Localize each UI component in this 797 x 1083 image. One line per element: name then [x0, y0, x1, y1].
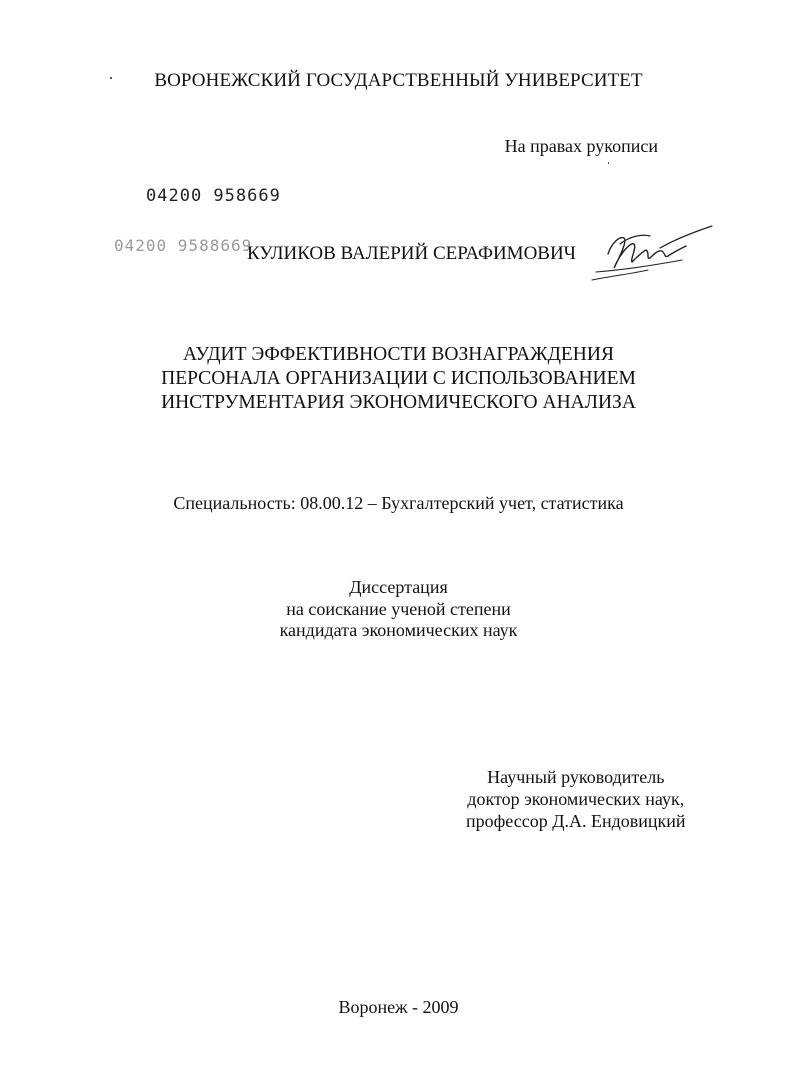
author-name: КУЛИКОВ ВАЛЕРИЙ СЕРАФИМОВИЧ — [247, 243, 577, 264]
city-year: Воронеж - 2009 — [338, 997, 459, 1017]
title-line: ИНСТРУМЕНТАРИЯ ЭКОНОМИЧЕСКОГО АНАЛИЗА — [161, 392, 636, 413]
degree-line: Диссертация — [349, 577, 448, 597]
degree-line: кандидата экономических наук — [279, 620, 518, 640]
title-line: ПЕРСОНАЛА ОРГАНИЗАЦИИ С ИСПОЛЬЗОВАНИЕМ — [161, 368, 636, 389]
rights-note: На правах рукописи — [504, 136, 658, 156]
signature-icon — [590, 224, 715, 284]
title-line: АУДИТ ЭФФЕКТИВНОСТИ ВОЗНАГРАЖДЕНИЯ — [183, 344, 614, 365]
supervisor-line: Научный руководитель — [487, 767, 665, 787]
supervisor-line: профессор Д.А. Ендовицкий — [466, 811, 686, 831]
supervisor-line: доктор экономических наук, — [467, 789, 685, 809]
university-name: ВОРОНЕЖСКИЙ ГОСУДАРСТВЕННЫЙ УНИВЕРСИТЕТ — [154, 70, 643, 91]
scan-speck — [608, 162, 609, 164]
degree-statement — [0, 577, 797, 642]
faded-registration-stamp: 04200 9588669 — [114, 236, 253, 255]
dissertation-title — [0, 343, 797, 415]
supervisor-info — [466, 766, 686, 832]
specialty: Специальность: 08.00.12 – Бухгалтерский учет, статистика — [173, 493, 624, 513]
degree-line: на соискание ученой степени — [286, 598, 511, 619]
registration-stamp: 04200 958669 — [146, 186, 281, 206]
